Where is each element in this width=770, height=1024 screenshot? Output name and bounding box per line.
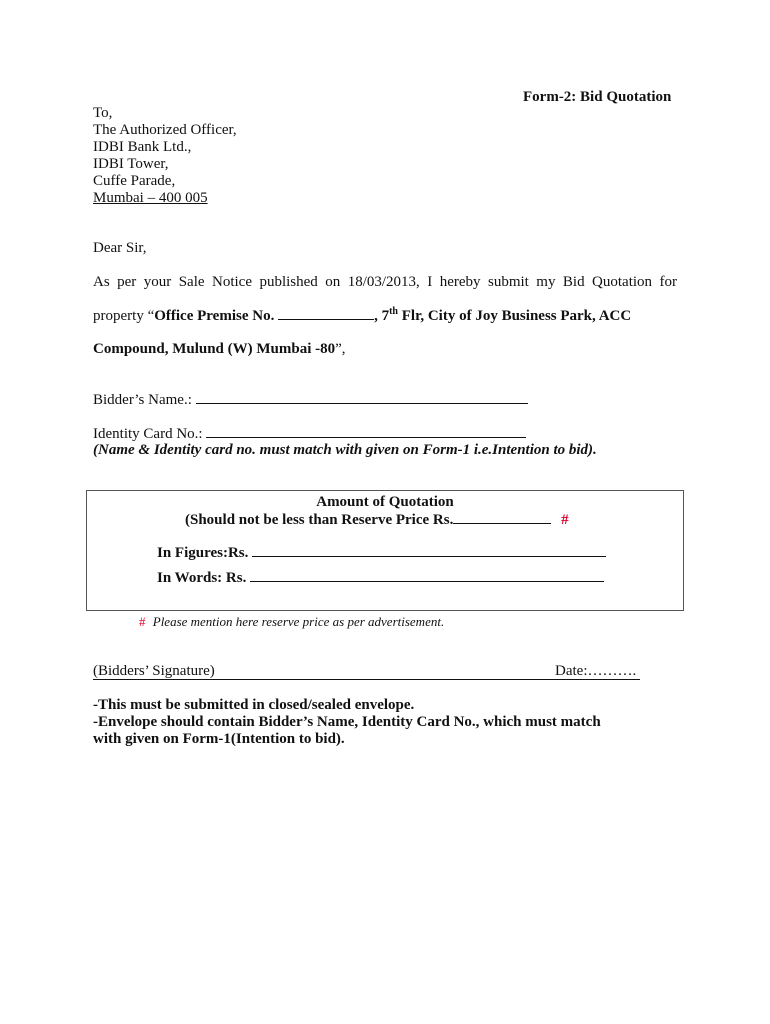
salutation: Dear Sir, [93,240,147,256]
quotation-title: Amount of Quotation [316,494,454,510]
bidder-name-field[interactable] [196,390,528,404]
address-bank: IDBI Bank Ltd., [93,139,192,155]
signature-label: (Bidders’ Signature) [93,663,215,679]
office-premise-no-blank[interactable] [278,306,374,320]
instruction-3: with given on Form-1(Intention to bid). [93,731,345,747]
floor-rest: Flr, City of Joy Business Park, ACC [397,308,632,324]
floor-number: 7 [381,308,390,324]
address-to: To, [93,105,113,121]
identity-card-label: Identity Card No.: [93,426,203,442]
instruction-1: -This must be submitted in closed/sealed envelope. [93,697,415,713]
words-row [157,568,604,587]
instruction-2: -Envelope should contain Bidder’s Name, Identity Card No., which must match [93,714,601,730]
identity-card-field[interactable] [206,424,526,438]
hash-marker: # [561,512,569,528]
reserve-note-text: Please mention here reserve price as per advertisement. [152,614,445,629]
form-title: Form-2: Bid Quotation [523,89,672,105]
reserve-note-hash: # [139,614,146,629]
reserve-note [139,613,444,631]
reserve-price-field[interactable] [453,510,551,524]
quotation-subtitle-row [185,510,569,529]
address-city: Mumbai – 400 005 [93,190,208,206]
body-line-2 [93,306,677,325]
words-field[interactable] [250,568,604,582]
address-officer: The Authorized Officer, [93,122,237,138]
address-tower: IDBI Tower, [93,156,169,172]
office-premise-label: Office Premise No. [154,308,275,324]
figures-field[interactable] [252,543,606,557]
words-label: In Words: Rs. [157,570,247,586]
body-line-3-end: ”, [335,341,346,357]
address-area: Cuffe Parade, [93,173,176,189]
bidder-note: (Name & Identity card no. must match with given on Form-1 i.e.Intention to bid). [93,442,597,458]
body-line-3-text: Compound, Mulund (W) Mumbai -80 [93,341,336,357]
body-line-3 [93,340,346,358]
property-prefix: property “ [93,308,155,324]
figures-row [157,543,606,562]
body-line-1: As per your Sale Notice published on 18/03/2013, I hereby submit my Bid Quotation for [93,274,677,290]
floor-sup: th [389,306,398,317]
bidder-name-row [93,390,528,409]
comma: , [374,308,378,324]
quotation-subtitle: (Should not be less than Reserve Price Rs. [185,512,454,528]
bidder-name-label: Bidder’s Name.: [93,392,192,408]
date-label: Date:………. [555,663,637,679]
figures-label: In Figures:Rs. [157,545,249,561]
